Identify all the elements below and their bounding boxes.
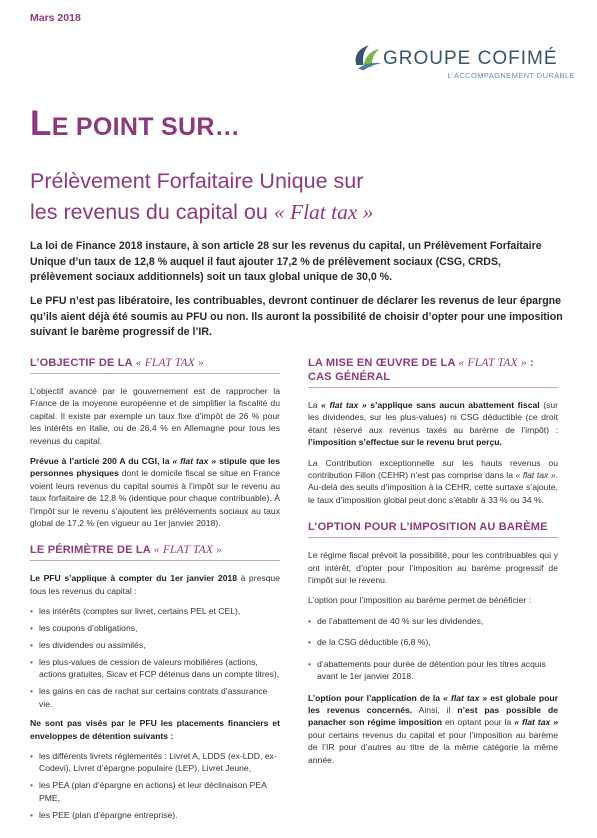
perimetre-lead: Le PFU s’applique à compter du 1er janvier 2018 à presque tous les revenus du capital : bbox=[30, 573, 280, 596]
mise-en-oeuvre-paragraph-1: La « flat tax » s’applique sans aucun abattement fiscal (sur les dividendes, sur les plus-values) ni CSG déductible (ce droit étant réservé aux revenus taxés au barème de l’impôt) : l’imposition s’effectue sur le revenu brut perçu. bbox=[308, 400, 558, 448]
section-title-objectif: L’OBJECTIF DE LA « FLAT TAX » bbox=[30, 356, 280, 374]
bullet-icon: • bbox=[30, 623, 34, 634]
bullet-icon: • bbox=[308, 637, 312, 648]
bullet-icon: • bbox=[30, 640, 34, 651]
logo-mark-icon bbox=[349, 36, 385, 76]
list-item: • les coupons d’obligations, bbox=[30, 623, 138, 634]
intro-paragraph-2: Le PFU n’est pas libératoire, les contribuables, devront continuer de déclarer les revenus de leur épargne qu’ils aient déjà été soumis au PFU ou non. Ils auront la possibilité de choisir d’opter pour une imposition suivant le barème progressif de l’IR. bbox=[30, 295, 563, 338]
logo-tagline: L'ACCOMPAGNEMENT DURABLE bbox=[447, 71, 575, 80]
list-item: • les intérêts (comptes sur livret, certains PEL et CEL), bbox=[30, 606, 241, 617]
list-item: • les gains en cas de rachat sur certains contrats d’assurance vie. bbox=[30, 686, 268, 709]
mise-en-oeuvre-paragraph-2: La Contribution exceptionnelle sur les hauts revenus ou contribution Fillon (CEHR) n’est pas comprise dans la « flat tax ». Au-delà des seuils d’imposition à la CEHR, cette surtaxe s’ajoute, le taux d’imposition global peut donc s’établir à 33 % ou 34 %. bbox=[308, 457, 558, 505]
objectif-paragraph-2: Prévue à l’article 200 A du CGI, la « flat tax » stipule que les personnes physiques dont le domicile fiscal se situe en France voient leurs revenus du capital soumis à l’impôt sur le revenu au taux forfaitaire de 12,8 % (identique pour chaque contribuable). À l’impôt sur le revenu s’ajoutent les prélèvements sociaux au taux global de 17,2 % (en vigueur au 1er janvier 2018). bbox=[30, 456, 280, 529]
page-subtitle: Prélèvement Forfaitaire Unique sur les revenus du capital ou « Flat tax » bbox=[30, 169, 374, 224]
right-column bbox=[308, 356, 558, 774]
bullet-icon: • bbox=[30, 809, 34, 820]
option-paragraph-2: L’option pour l’imposition au barème permet de bénéficier : bbox=[308, 595, 532, 606]
list-item: • les PEE (plan d’épargne entreprise). bbox=[30, 809, 178, 820]
section-title-option: L’OPTION POUR L’IMPOSITION AU BARÈME bbox=[308, 520, 558, 538]
list-item: • les dividendes ou assimilés, bbox=[30, 640, 146, 651]
option-paragraph-3: L’option pour l’application de la « flat tax » est globale pour les revenus concernés. Ainsi, il n’est pas possible de panacher son régime imposition en optant pour la « flat tax » pour certains revenus du capital et pour l’imposition au barème de l’IR pour d’autres au titre de la même catégorie la même année. bbox=[308, 692, 558, 765]
perimetre-excluded-list bbox=[30, 750, 280, 821]
perimetre-excluded-lead: Ne sont pas visés par le PFU les placements financiers et enveloppes de détention suivants : bbox=[30, 718, 280, 741]
list-item: • de l’abattement de 40 % sur les dividendes, bbox=[308, 615, 484, 626]
section-title-perimetre: LE PÉRIMÈTRE DE LA « FLAT TAX » bbox=[30, 543, 280, 561]
intro-paragraph-1: La loi de Finance 2018 instaure, à son article 28 sur les revenus du capital, un Prélèvement Forfaitaire Unique d’un taux de 12,8 % auquel il faut ajouter 17,2 % de prélèvement sociaux (CSG, CRDS, prélèvement sociaux additionnels) soit un taux global unique de 30,0 %. bbox=[30, 240, 542, 283]
bullet-icon: • bbox=[308, 615, 312, 626]
bullet-icon: • bbox=[30, 780, 34, 791]
objectif-paragraph-1: L’objectif avancé par le gouvernement est de rapprocher la France de la moyenne européenne et de simplifier la fiscalité du capital. Il existe par exemple un taux fixe d’impôt de 26 % pour les intérêts en Italie, ou de 26,4 % en Allemagne pour tous les revenus du capital. bbox=[30, 386, 280, 446]
list-item: • les plus-values de cession de valeurs mobilières (actions, actions gratuites, Sicav et FCP détenus dans un compte titres), bbox=[30, 657, 280, 680]
list-item: • d’abattements pour durée de détention pour les titres acquis avant le 1er janvier 2018. bbox=[308, 658, 546, 682]
left-column bbox=[30, 356, 280, 828]
bullet-icon: • bbox=[30, 750, 34, 761]
option-list bbox=[308, 615, 558, 683]
option-paragraph-1: Le régime fiscal prévoit la possibilité, pour les contribuables qui y ont intérêt, d’opter pour l’imposition au barème progressif de l’impôt sur le revenu. bbox=[308, 550, 558, 586]
page-title: LE POINT SUR… bbox=[30, 104, 241, 143]
perimetre-list bbox=[30, 605, 280, 710]
bullet-icon: • bbox=[308, 658, 312, 669]
list-item: • les PEA (plan d’épargne en actions) et leur déclinaison PEA PME, bbox=[30, 780, 267, 803]
bullet-icon: • bbox=[30, 606, 34, 617]
list-item: • les différents livrets réglementés : Livret A, LDDS (ex-LDD, ex-Codevi), Livret d’épargne populaire (LEP), Livret Jeune, bbox=[30, 750, 277, 774]
list-item: • de la CSG déductible (6,8 %), bbox=[308, 637, 431, 648]
section-title-mise-en-oeuvre: LA MISE EN ŒUVRE DE LA « FLAT TAX » : CAS GÉNÉRAL bbox=[308, 356, 558, 388]
bullet-icon: • bbox=[30, 657, 34, 667]
logo-name: GROUPE COFIMÉ bbox=[383, 48, 558, 69]
company-logo bbox=[335, 34, 575, 90]
bullet-icon: • bbox=[30, 686, 34, 697]
document-date: Mars 2018 bbox=[30, 12, 81, 24]
